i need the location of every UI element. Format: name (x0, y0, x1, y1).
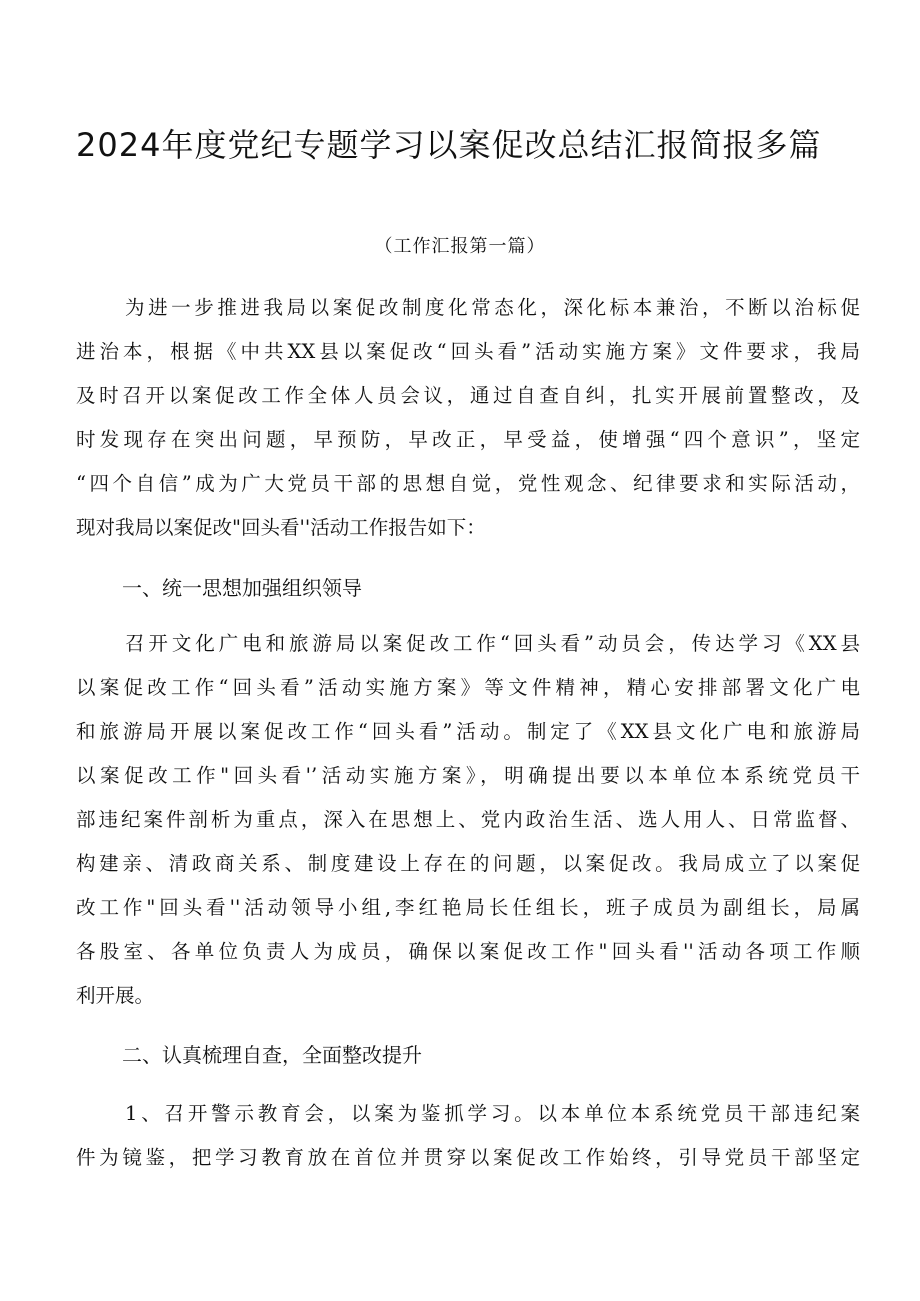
document-subtitle: （工作汇报第一篇） (374, 236, 546, 257)
paragraph-line: 各股室、各单位负责人为成员，确保以案促改工作"回头看''活动各项工作顺 (76, 940, 860, 963)
intro-paragraph (76, 286, 860, 550)
paragraph-line: 进治本，根据《中共XX县以案促改“回头看”活动实施方案》文件要求，我局 (76, 340, 860, 363)
paragraph-line: 时发现存在突出问题，早预防，早改正，早受益，使增强“四个意识”，坚定 (76, 428, 860, 451)
paragraph-line: 构建亲、清政商关系、制度建设上存在的问题，以案促改。我局成立了以案促 (76, 852, 860, 875)
paragraph-line: 改工作"回头看''活动领导小组,李红艳局长任组长，班子成员为副组长，局属 (76, 896, 860, 919)
section1-paragraph (76, 622, 860, 1018)
paragraph-line: 利开展。 (76, 984, 155, 1007)
paragraph-line: 1、召开警示教育会，以案为鉴抓学习。以本单位本系统党员干部违纪案 (125, 1102, 860, 1125)
section2-paragraph (76, 1092, 860, 1180)
paragraph-line: “四个自信”成为广大党员干部的思想自觉，党性观念、纪律要求和实际活动， (76, 472, 860, 495)
document-title: 2024年度党纪专题学习以案促改总结汇报简报多篇 (76, 126, 822, 164)
section-heading-1: 一、统一思想加强组织领导 (122, 576, 362, 600)
paragraph-line: 召开文化广电和旅游局以案促改工作“回头看”动员会，传达学习《XX县 (125, 632, 860, 655)
paragraph-line: 为进一步推进我局以案促改制度化常态化，深化标本兼治，不断以治标促 (125, 296, 860, 319)
paragraph-line: 以案促改工作"回头看'’活动实施方案》，明确提出要以本单位本系统党员干 (76, 764, 860, 787)
paragraph-line: 以案促改工作“回头看”活动实施方案》等文件精神，精心安排部署文化广电 (76, 676, 860, 699)
paragraph-line: 件为镜鉴，把学习教育放在首位并贯穿以案促改工作始终，引导党员干部坚定 (76, 1146, 860, 1169)
paragraph-line: 及时召开以案促改工作全体人员会议，通过自查自纠，扎实开展前置整改，及 (76, 384, 860, 407)
paragraph-line: 部违纪案件剖析为重点，深入在思想上、党内政治生活、选人用人、日常监督、 (76, 808, 860, 831)
paragraph-line: 现对我局以案促改"回头看''活动工作报告如下： (76, 516, 486, 539)
paragraph-line: 和旅游局开展以案促改工作“回头看”活动。制定了《XX县文化广电和旅游局 (76, 720, 860, 743)
section-heading-2: 二、认真梳理自查，全面整改提升 (122, 1043, 422, 1067)
